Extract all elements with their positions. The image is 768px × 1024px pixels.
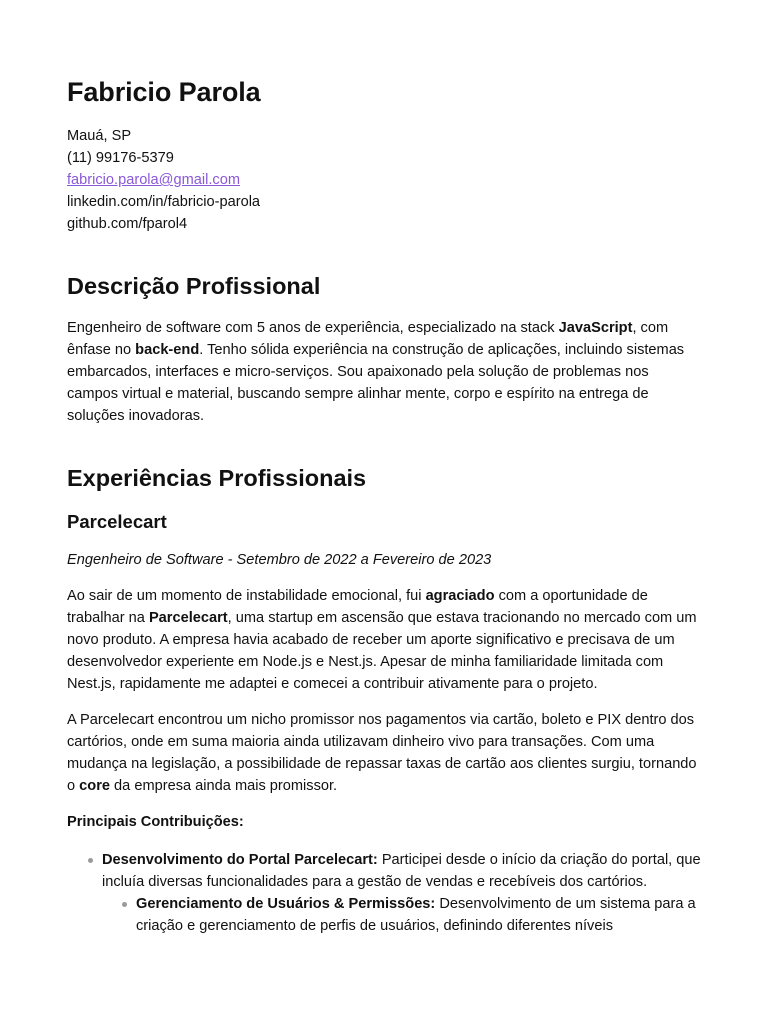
experience-paragraph-1: Ao sair de um momento de instabilidade emocional, fui agraciado com a oportunidade de trabalhar na Parcelecart, uma startup em ascensão que estava tracionando no mercado com um novo produto. A empresa havia acabado de receber um aporte significativo e precisava de um desenvolvedor experiente em Node.js e Nest.js. Apesar de minha familiaridade limitada com Nest.js, rapidamente me adaptei e comecei a contribuir ativamente para o projeto. bbox=[67, 588, 697, 692]
description-paragraph: Engenheiro de software com 5 anos de experiência, especializado na stack JavaScript, com ênfase no back-end. Tenho sólida experiência na construção de aplicações, incluindo sistemas embarcados, interfaces e micro-serviços. Sou apaixonado pela solução de problemas nos campos virtual e material, buscando sempre alinhar mente, corpo e espírito na entrega de soluções inovadoras. bbox=[67, 320, 685, 424]
list-item: Gerenciamento de Usuários & Permissões: Desenvolvimento de um sistema para a criação e gerenciamento de perfis de usuários, definindo diferentes níveis bbox=[136, 893, 702, 937]
candidate-name: Fabricio Parola bbox=[67, 77, 261, 107]
description-title: Descrição Profissional bbox=[67, 273, 321, 299]
linkedin-text: linkedin.com/in/fabricio-parola bbox=[67, 194, 261, 210]
contributions-label: Principais Contribuições: bbox=[67, 814, 244, 830]
sub-contributions-list bbox=[102, 893, 702, 937]
contributions-list bbox=[67, 849, 702, 937]
contact-info bbox=[67, 125, 702, 235]
experience-paragraph-2: A Parcelecart encontrou um nicho promissor nos pagamentos via cartão, boleto e PIX dentro dos cartórios, onde em suma maioria ainda utilizavam dinheiro vivo para transações. Com uma mudança na legislação, a possibilidade de repassar taxas de cartão aos clientes surgiu, tornando o core da empresa ainda mais promissor. bbox=[67, 712, 697, 794]
email-link[interactable]: fabricio.parola@gmail.com bbox=[67, 172, 240, 188]
company-name: Parcelecart bbox=[67, 511, 167, 532]
role-line: Engenheiro de Software - Setembro de 2022 a Fevereiro de 2023 bbox=[67, 552, 492, 568]
email-row bbox=[67, 169, 702, 191]
phone-text: (11) 99176-5379 bbox=[67, 150, 174, 166]
description-section bbox=[67, 271, 702, 427]
experience-section bbox=[67, 463, 702, 937]
location-text: Mauá, SP bbox=[67, 128, 132, 144]
experience-title: Experiências Profissionais bbox=[67, 465, 367, 491]
github-text: github.com/fparol4 bbox=[67, 216, 188, 232]
list-item: Desenvolvimento do Portal Parcelecart: Participei desde o início da criação do portal, que incluía diversas funcionalidades para a gestão de vendas e recebíveis dos cartórios. Gerenciamento de Usuários & Permissões: Desenvolvimento de um sistema para a criação e gerenciamento de perfis de usuários, definindo diferentes níveis bbox=[102, 849, 702, 937]
